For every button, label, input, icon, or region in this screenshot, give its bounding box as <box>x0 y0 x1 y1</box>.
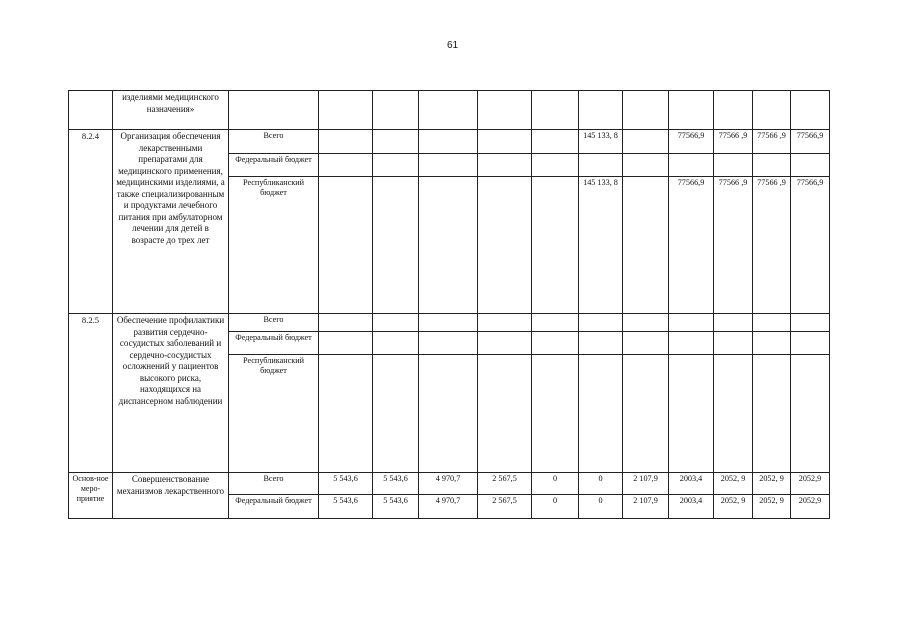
page-number: 61 <box>446 40 459 51</box>
code-cell: 8.2.4 <box>69 130 113 314</box>
value-cell: 77566,9 <box>791 177 830 314</box>
source-cell: Республиканский бюджет <box>229 355 319 473</box>
value-cell: 2 567,5 <box>478 495 532 519</box>
value-cell: 2 107,9 <box>623 473 669 495</box>
value-cell: 5 543,6 <box>319 495 373 519</box>
value-cell: 77566 ,9 <box>753 177 791 314</box>
value-cell: 2 567,5 <box>478 473 532 495</box>
measure-name-cell: Обеспечение профилактики развития сердечно-сосудистых заболеваний и сердечно-сосудистых осложнений у пациентов высокого риска, находящихся на диспансерном наблюдении <box>113 314 229 473</box>
value-cell: 77566 ,9 <box>714 177 753 314</box>
table-row-8-2-4-total <box>69 130 830 154</box>
source-cell: Федеральный бюджет <box>229 332 319 355</box>
source-cell: Федеральный бюджет <box>229 154 319 177</box>
value-cell: 145 133, 8 <box>579 130 623 154</box>
value-cell: 5 543,6 <box>319 473 373 495</box>
value-cell: 77566 ,9 <box>753 130 791 154</box>
value-cell: 2003,4 <box>669 495 714 519</box>
value-cell: 0 <box>579 473 623 495</box>
budget-table <box>68 90 830 519</box>
source-cell: Федеральный бюджет <box>229 495 319 519</box>
value-cell: 2052, 9 <box>753 473 791 495</box>
value-cell: 0 <box>532 495 579 519</box>
source-cell: Всего <box>229 473 319 495</box>
value-cell: 2052, 9 <box>714 495 753 519</box>
value-cell: 2052,9 <box>791 495 830 519</box>
value-cell: 2003,4 <box>669 473 714 495</box>
value-cell: 5 543,6 <box>373 473 419 495</box>
table-row-8-2-5-total <box>69 314 830 332</box>
source-cell: Республиканский бюджет <box>229 177 319 314</box>
value-cell: 77566,9 <box>791 130 830 154</box>
source-cell: Всего <box>229 130 319 154</box>
code-cell: 8.2.5 <box>69 314 113 473</box>
value-cell: 0 <box>579 495 623 519</box>
table-row-continuation <box>69 91 830 130</box>
table-row-main-total <box>69 473 830 495</box>
value-cell: 5 543,6 <box>373 495 419 519</box>
measure-name-cell: Совершенствование механизмов лекарственного <box>113 473 229 519</box>
code-cell: Основ-ное меро-приятие <box>69 473 113 519</box>
measure-name-cell: Организация обеспечения лекарственными препаратами для медицинского применения, медицинскими изделиями, а также специализированным и продуктами лечебного питания при амбулаторном лечении для детей в возрасте до трех лет <box>113 130 229 314</box>
value-cell: 4 970,7 <box>419 495 478 519</box>
value-cell: 77566,9 <box>669 177 714 314</box>
value-cell: 0 <box>532 473 579 495</box>
value-cell: 2 107,9 <box>623 495 669 519</box>
value-cell: 2052, 9 <box>753 495 791 519</box>
code-cell <box>69 91 113 130</box>
value-cell: 2052,9 <box>791 473 830 495</box>
value-cell: 2052, 9 <box>714 473 753 495</box>
value-cell: 77566 ,9 <box>714 130 753 154</box>
measure-name-cell: изделиями медицинского назначения» <box>113 91 229 130</box>
source-cell: Всего <box>229 314 319 332</box>
value-cell: 77566,9 <box>669 130 714 154</box>
value-cell: 145 133, 8 <box>579 177 623 314</box>
value-cell: 4 970,7 <box>419 473 478 495</box>
